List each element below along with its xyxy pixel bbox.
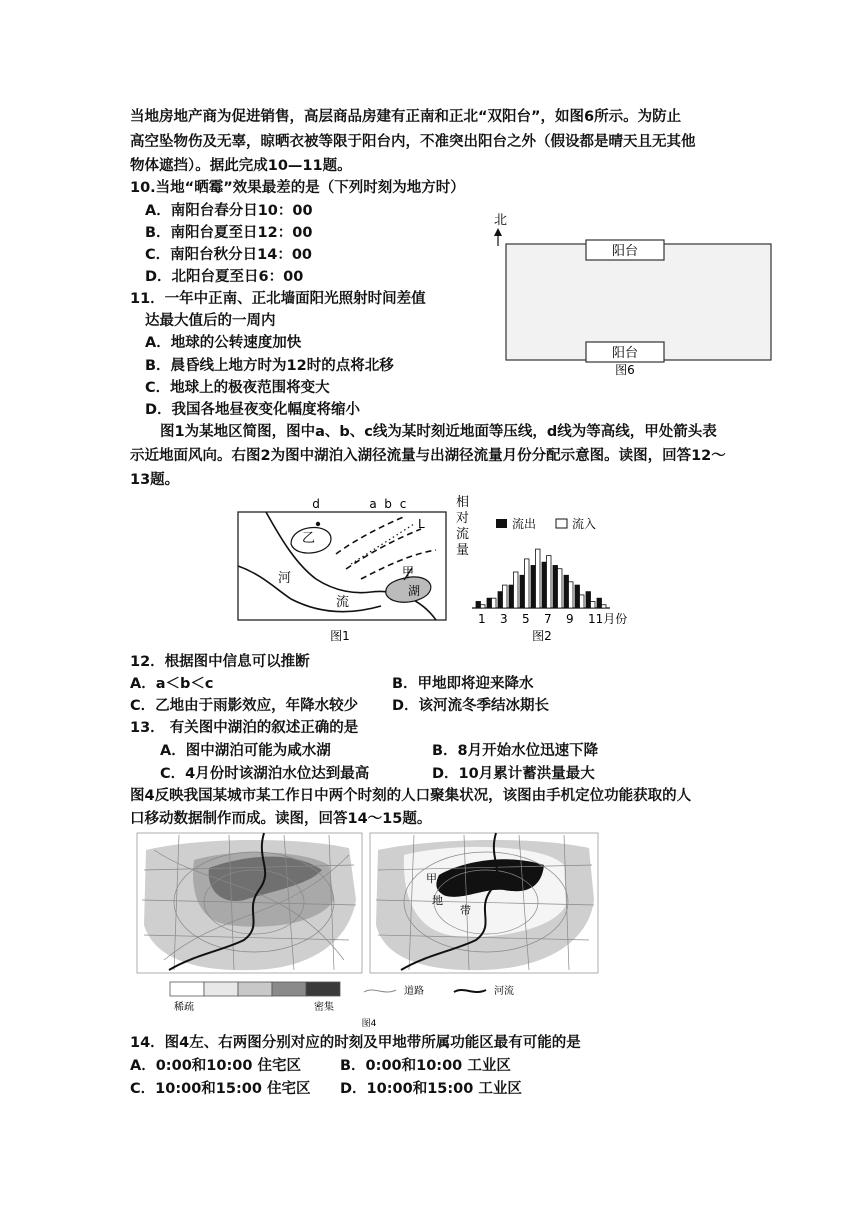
bar-outflow-11 [586, 592, 591, 608]
q12-option-b: B．甲地即将迎来降水 [392, 676, 534, 692]
intro2-line-1: 图1为某地区简图，图中a、b、c线为某时刻近地面等压线，d线为等高线，甲处箭头表 [160, 424, 717, 440]
q11-option-d: D．我国各地昼夜变化幅度将缩小 [145, 402, 361, 418]
q11-option-c: C．地球上的极夜范围将变大 [145, 380, 330, 396]
bar-inflow-6 [536, 549, 541, 608]
north-balcony-label: 阳台 [611, 244, 639, 259]
q14-option-a: A．0:00和10:00 住宅区 [130, 1058, 301, 1074]
label-a: a [369, 497, 377, 511]
bar-inflow-8 [558, 569, 563, 608]
label-he: 河 [278, 571, 292, 586]
bar-inflow-3 [503, 585, 508, 608]
bar-outflow-2 [487, 598, 492, 608]
label-l: L [418, 517, 425, 531]
label-jia: 甲 [402, 565, 415, 579]
q12-stem: 12．根据图中信息可以推断 [130, 654, 310, 670]
bar-inflow-11 [591, 601, 596, 608]
bar-outflow-5 [520, 575, 525, 608]
bar-outflow-1 [476, 601, 481, 608]
bar-outflow-4 [509, 585, 514, 608]
bar-inflow-12 [602, 605, 607, 608]
figure-4 [134, 830, 604, 1030]
ylabel-1: 相 [456, 495, 470, 510]
q11-option-b: B．晨昏线上地方时为12时的点将北移 [145, 358, 394, 374]
intro-line-1: 当地房地产商为促进销售，高层商品房建有正南和正北“双阳台”，如图6所示。为防止 [130, 109, 682, 125]
q10-option-b: B．南阳台夏至日12：00 [145, 225, 313, 241]
ylabel-4: 量 [456, 543, 470, 558]
label-jia-zone: 甲 [426, 872, 437, 885]
figure-1-caption: 图1 [330, 629, 350, 643]
x-tick-label: 11月份 [588, 612, 628, 626]
bar-outflow-6 [531, 565, 536, 608]
north-label: 北 [494, 213, 508, 228]
road-legend-icon [364, 990, 396, 992]
bar-inflow-9 [569, 582, 574, 608]
figure-4-caption: 图4 [361, 1019, 377, 1029]
legend-dense: 密集 [314, 1002, 334, 1013]
bar-outflow-9 [564, 575, 569, 608]
bar-outflow-7 [542, 562, 547, 608]
q12-option-a: A．a＜b＜c [130, 676, 214, 692]
intro2-line-3: 13题。 [130, 472, 180, 488]
density-legend [170, 982, 340, 1013]
right-map [370, 833, 598, 973]
intro-line-2: 高空坠物伤及无辜，晾晒衣被等限于阳台内，不准突出阳台之外（假设都是晴天且无其他 [130, 134, 696, 150]
bar-outflow-10 [575, 585, 580, 608]
q10-option-c: C．南阳台秋分日14：00 [145, 247, 312, 263]
intro2-line-2: 示近地面风向。右图2为图中湖泊入湖径流量与出湖径流量月份分配示意图。读图，回答12～ [130, 448, 726, 464]
bar-outflow-12 [597, 598, 602, 608]
figure-2-chart [452, 494, 632, 646]
label-yi: 乙 [302, 531, 316, 546]
label-dai-zone: 带 [460, 904, 471, 917]
ylabel-2: 对 [456, 511, 470, 526]
q13-option-b: B．8月开始水位迅速下降 [432, 743, 599, 759]
x-tick-label: 1 [478, 612, 486, 626]
q10-stem: 10.当地“晒霉”效果最差的是（下列时刻为地方时） [130, 180, 465, 196]
q11-stem-1: 11．一年中正南、正北墙面阳光照射时间差值 [130, 291, 426, 307]
left-map [137, 833, 362, 973]
bar-inflow-1 [481, 605, 486, 608]
legend-inflow-label: 流入 [572, 517, 597, 531]
q11-stem-2: 达最大值后的一周内 [145, 313, 276, 329]
q14-stem: 14．图4左、右两图分别对应的时刻及甲地带所属功能区最有可能的是 [130, 1035, 581, 1051]
x-tick-label: 5 [522, 612, 530, 626]
intro-line-3: 物体遮挡）。据此完成10—11题。 [130, 158, 352, 174]
figure-1 [236, 494, 450, 646]
bar-inflow-10 [580, 595, 585, 608]
q13-option-d: D．10月累计蓄洪量最大 [432, 766, 595, 782]
intro3-line-2: 口移动数据制作而成。读图，回答14～15题。 [130, 811, 432, 827]
figure-2-caption: 图2 [532, 629, 552, 643]
bar-inflow-7 [547, 556, 552, 608]
q14-option-b: B．0:00和10:00 工业区 [340, 1058, 511, 1074]
label-b: b [384, 497, 392, 511]
bar-inflow-4 [514, 572, 519, 608]
x-tick-label: 7 [544, 612, 552, 626]
q13-option-c: C．4月份时该湖泊水位达到最高 [160, 766, 370, 782]
bar-outflow-3 [498, 592, 503, 608]
label-hu: 湖 [408, 584, 421, 598]
label-liu: 流 [336, 595, 350, 610]
q11-option-a: A．地球的公转速度加快 [145, 335, 302, 351]
bar-inflow-5 [525, 559, 530, 608]
label-d: d [312, 497, 320, 511]
legend-river: 河流 [494, 986, 514, 997]
figure-6 [488, 208, 778, 378]
q13-option-a: A．图中湖泊可能为咸水湖 [160, 743, 331, 759]
tick-group [478, 612, 627, 626]
legend-outflow-label: 流出 [512, 517, 537, 531]
bar-inflow-2 [492, 598, 497, 608]
river-legend-icon [454, 990, 486, 992]
legend-inflow-swatch [556, 519, 567, 528]
legend-road: 道路 [404, 986, 424, 997]
q14-option-c: C．10:00和15:00 住宅区 [130, 1081, 311, 1097]
x-tick-label: 3 [500, 612, 508, 626]
intro3-line-1: 图4反映我国某城市某工作日中两个时刻的人口聚集状况，该图由手机定位功能获取的人 [130, 788, 692, 804]
legend-sparse: 稀疏 [174, 1002, 194, 1013]
q10-option-d: D．北阳台夏至日6：00 [145, 269, 304, 285]
label-c: c [399, 497, 407, 511]
north-arrowhead-icon [494, 228, 502, 236]
legend-outflow-swatch [496, 519, 507, 528]
figure-6-caption: 图6 [615, 363, 635, 377]
bar-outflow-8 [553, 565, 558, 608]
q10-option-a: A．南阳台春分日10：00 [145, 203, 313, 219]
ylabel-3: 流 [456, 527, 470, 542]
label-di-zone: 地 [432, 894, 443, 907]
bar-group [476, 549, 606, 608]
q14-option-d: D．10:00和15:00 工业区 [340, 1081, 522, 1097]
q12-option-c: C．乙地由于雨影效应，年降水较少 [130, 698, 359, 714]
q13-stem: 13． 有关图中湖泊的叙述正确的是 [130, 720, 359, 736]
x-tick-label: 9 [566, 612, 574, 626]
south-balcony-label: 阳台 [611, 346, 639, 361]
q12-option-d: D．该河流冬季结冰期长 [392, 698, 550, 714]
peak-marker [316, 522, 320, 526]
